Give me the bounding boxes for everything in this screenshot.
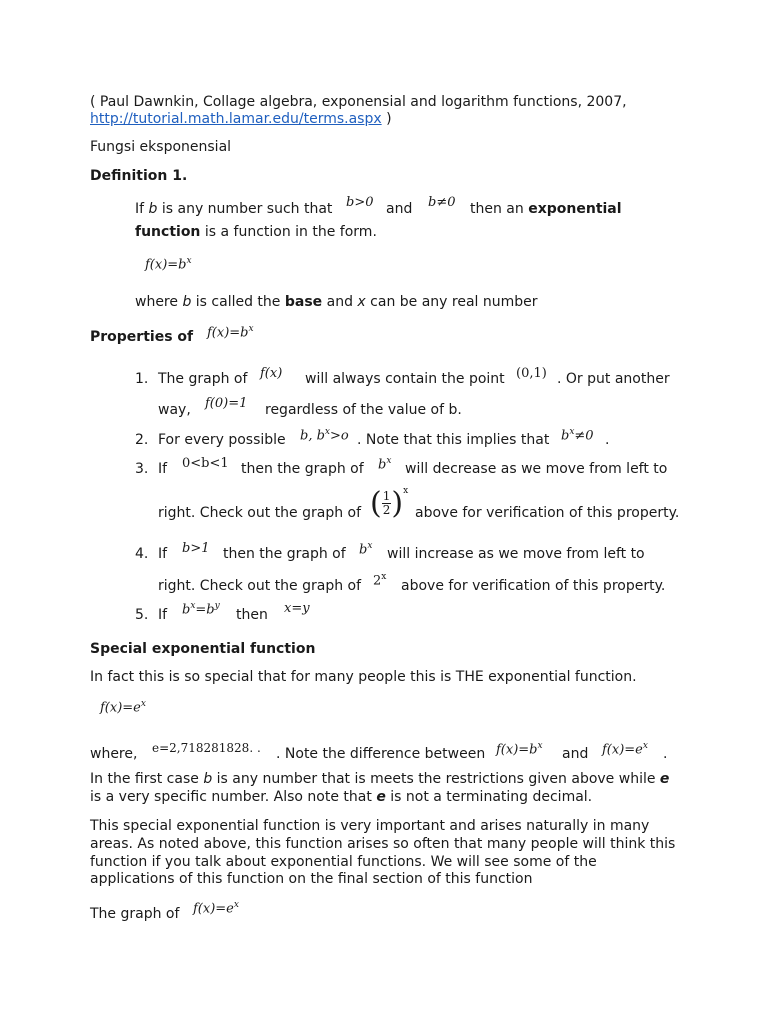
definition-heading: Definition 1.: [90, 168, 188, 184]
property-3-text-b: then the graph of: [241, 461, 364, 477]
property-3-bx: $b^x$: [378, 456, 392, 473]
condition-b-positive: b>0: [346, 195, 374, 210]
property-3-line2b: above for verification of this property.: [415, 505, 680, 521]
properties-formula: $f(x)=b^x$: [207, 324, 254, 341]
property-1-text-b: will always contain the point: [305, 371, 505, 387]
property-2-math-2: $b^x\ne 0$: [561, 427, 594, 444]
property-4-text-a: If: [158, 546, 168, 562]
property-1-text-a: The graph of: [158, 371, 248, 387]
property-3-text-a: If: [158, 461, 168, 477]
special-formula: $f(x)=e^x$: [100, 699, 146, 716]
property-3-text-c: will decrease as we move from left to: [405, 461, 668, 477]
definition-line-1: If b is any number such that: [135, 201, 333, 217]
property-1-num: 1.: [135, 371, 149, 387]
special-paragraph-1-line-1: In the first case b is any number that is meets the restrictions given above while e: [90, 771, 670, 787]
definition-line-2: function is a function in the form.: [135, 224, 377, 240]
property-4-text-c: will increase as we move from left to: [387, 546, 645, 562]
definition-where-line: where b is called the base and x can be any real number: [135, 294, 538, 310]
and-word: and: [386, 201, 413, 217]
property-1-text-c: . Or put another: [557, 371, 670, 387]
property-3-condition: 0<b<1: [182, 456, 229, 471]
special-paragraph-2-line-1: This special exponential function is very important and arises naturally in many: [90, 818, 650, 834]
properties-heading: Properties of: [90, 329, 194, 345]
special-where: where,: [90, 746, 138, 762]
property-2-text-a: For every possible: [158, 432, 286, 448]
property-5-conclusion: x=y: [284, 601, 310, 616]
citation-line: [90, 93, 627, 111]
property-1-way: way,: [158, 402, 191, 418]
property-2-period: .: [605, 432, 610, 448]
special-paragraph-1-line-2: is a very specific number. Also note that e is not a terminating decimal.: [90, 789, 593, 805]
property-5-then: then: [236, 607, 268, 623]
section-title: Fungsi eksponensial: [90, 139, 232, 155]
citation-link[interactable]: http://tutorial.math.lamar.edu/terms.aspx: [90, 111, 382, 127]
special-paragraph-2-line-4: applications of this function on the final section of this function: [90, 871, 533, 887]
property-3-num: 3.: [135, 461, 149, 477]
property-4-2x: 2$^x$: [373, 572, 387, 589]
property-3-fraction: ( $\frac{1}{2}$ )$^x$: [370, 486, 409, 521]
definition-formula: $f(x)=b^x$: [145, 256, 192, 273]
special-and: and: [562, 746, 589, 762]
property-2-text-b: . Note that this implies that: [357, 432, 550, 448]
property-5-equation: $b^x=b^y$: [182, 601, 220, 618]
property-1-fx: f(x): [260, 366, 283, 381]
citation-close: ): [381, 111, 392, 127]
citation-link-line: [90, 110, 392, 128]
e-value: e=2,718281828. .: [152, 741, 261, 755]
graph-formula: $f(x)=e^x$: [193, 900, 239, 917]
special-formula-b: $f(x)=b^x$: [496, 741, 543, 758]
definition-then: then an exponential: [470, 201, 622, 217]
property-1-regardless: regardless of the value of b.: [265, 402, 462, 418]
property-4-num: 4.: [135, 546, 149, 562]
special-heading: Special exponential function: [90, 641, 316, 657]
property-1-f0: f(0)=1: [205, 396, 248, 411]
property-2-math-1: b, $b^x>o$: [300, 427, 349, 444]
property-4-bx: $b^x$: [359, 541, 373, 558]
condition-b-nonzero: b≠0: [428, 195, 456, 210]
property-4-condition: b>1: [182, 541, 210, 556]
special-paragraph-2-line-2: areas. As noted above, this function arises so often that many people will think this: [90, 836, 676, 852]
property-4-line2b: above for verification of this property.: [401, 578, 666, 594]
property-1-point: (0,1): [516, 366, 547, 381]
property-5-num: 5.: [135, 607, 149, 623]
property-3-line2a: right. Check out the graph of: [158, 505, 362, 521]
graph-of-label: The graph of: [90, 906, 180, 922]
citation-text: ( Paul Dawnkin, Collage algebra, exponensial and logarithm functions, 2007,: [90, 94, 627, 110]
special-paragraph-2-line-3: function if you talk about exponential functions. We will see some of the: [90, 854, 597, 870]
special-dot: .: [663, 746, 668, 762]
special-intro: In fact this is so special that for many people this is THE exponential function.: [90, 669, 637, 685]
property-4-text-b: then the graph of: [223, 546, 346, 562]
special-formula-e: $f(x)=e^x$: [602, 741, 648, 758]
property-5-text-a: If: [158, 607, 168, 623]
property-2-num: 2.: [135, 432, 149, 448]
property-4-line2a: right. Check out the graph of: [158, 578, 362, 594]
special-note: . Note the difference between: [276, 746, 486, 762]
